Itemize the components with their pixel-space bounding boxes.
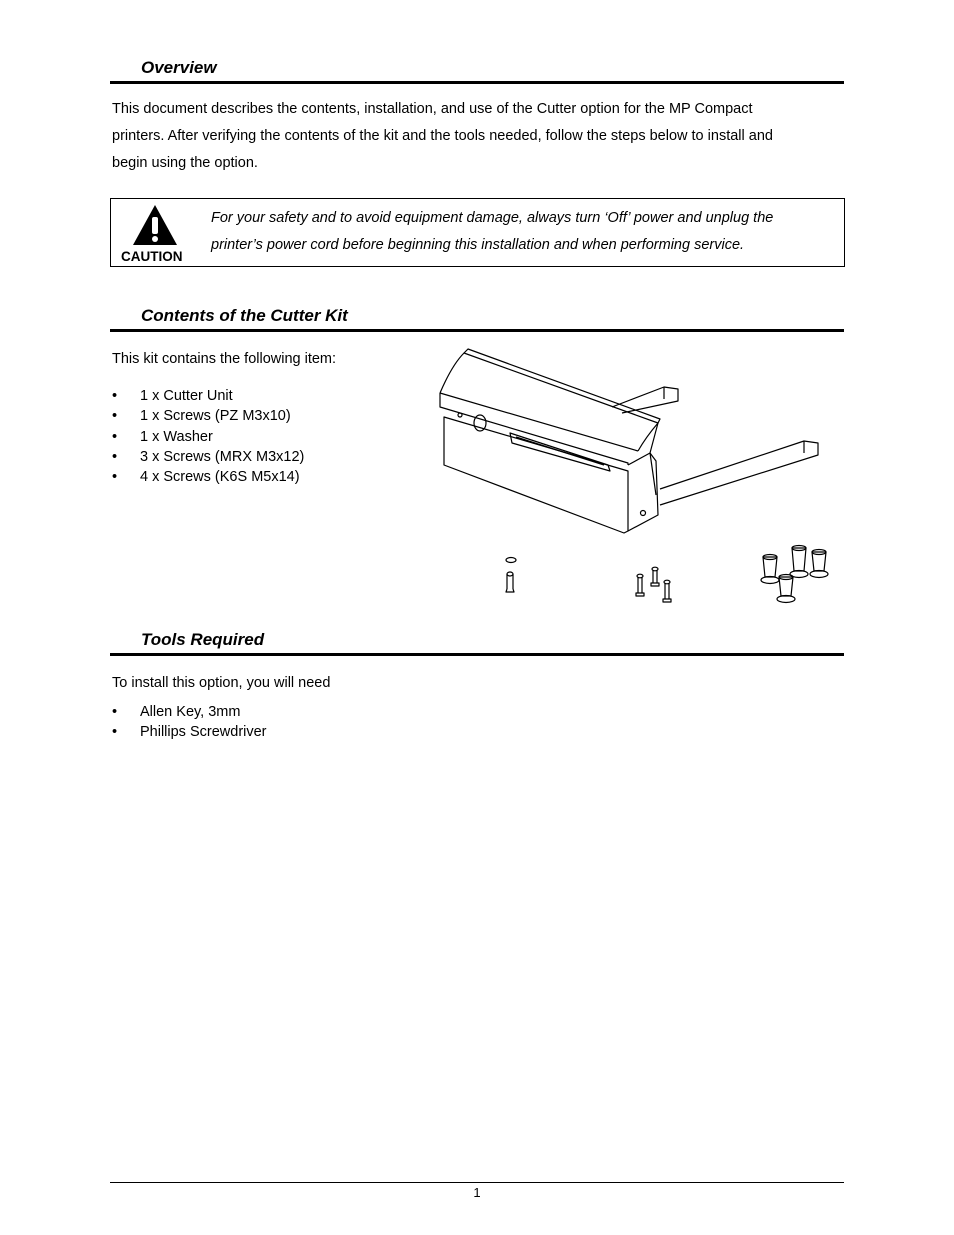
overview-line-2: printers. After verifying the contents of the kit and the tools needed, follow the steps below to install and [112, 128, 773, 144]
bullet-icon: • [112, 448, 118, 465]
overview-line-1: This document describes the contents, installation, and use of the Cutter option for the MP Compact [112, 101, 753, 117]
overview-line-3: begin using the option. [112, 155, 258, 171]
cutter-unit-drawing [440, 349, 818, 533]
page-number: 1 [473, 1185, 481, 1200]
list-item [112, 702, 267, 722]
list-item-text: 1 x Cutter Unit [140, 388, 233, 404]
bullet-icon: • [112, 704, 118, 720]
caution-line-1: For your safety and to avoid equipment damage, always turn ‘Off’ power and unplug the [211, 210, 774, 226]
cutter-kit-illustration [432, 345, 832, 613]
list-item [112, 406, 304, 426]
contents-list [112, 386, 304, 487]
contents-rule [110, 329, 844, 332]
list-item [112, 447, 304, 467]
list-item [112, 386, 304, 406]
list-item [112, 467, 304, 487]
caution-label: CAUTION [121, 249, 183, 264]
list-item-text: 1 x Washer [140, 428, 213, 445]
contents-heading: Contents of the Cutter Kit [141, 306, 348, 325]
bullet-icon: • [112, 408, 118, 425]
tools-intro: To install this option, you will need [112, 675, 331, 691]
tools-rule [110, 653, 844, 656]
footer-rule [110, 1182, 844, 1183]
m5-screws-drawing [761, 546, 828, 603]
caution-text [211, 205, 836, 259]
tools-heading: Tools Required [141, 630, 265, 649]
tools-list [112, 702, 267, 743]
list-item-text: 3 x Screws (MRX M3x12) [140, 448, 305, 465]
caution-triangle-icon [131, 203, 179, 247]
list-item [112, 427, 304, 447]
washer-and-screw-drawing [506, 558, 516, 593]
caution-line-2: printer’s power cord before beginning this installation and when performing service. [211, 237, 745, 253]
list-item-text: 1 x Screws (PZ M3x10) [140, 408, 291, 425]
overview-heading: Overview [141, 58, 217, 77]
contents-intro: This kit contains the following item: [112, 351, 337, 367]
list-item-text: 4 x Screws (K6S M5x14) [140, 469, 300, 486]
bullet-icon: • [112, 428, 118, 445]
list-item-text: Allen Key, 3mm [140, 704, 241, 720]
caution-box [110, 198, 845, 267]
overview-paragraph [112, 96, 834, 177]
m3-screws-drawing [636, 567, 671, 602]
bullet-icon: • [112, 388, 118, 404]
list-item-text: Phillips Screwdriver [140, 724, 267, 741]
bullet-icon: • [112, 469, 118, 486]
list-item [112, 722, 267, 742]
overview-rule [110, 81, 844, 84]
bullet-icon: • [112, 724, 118, 741]
